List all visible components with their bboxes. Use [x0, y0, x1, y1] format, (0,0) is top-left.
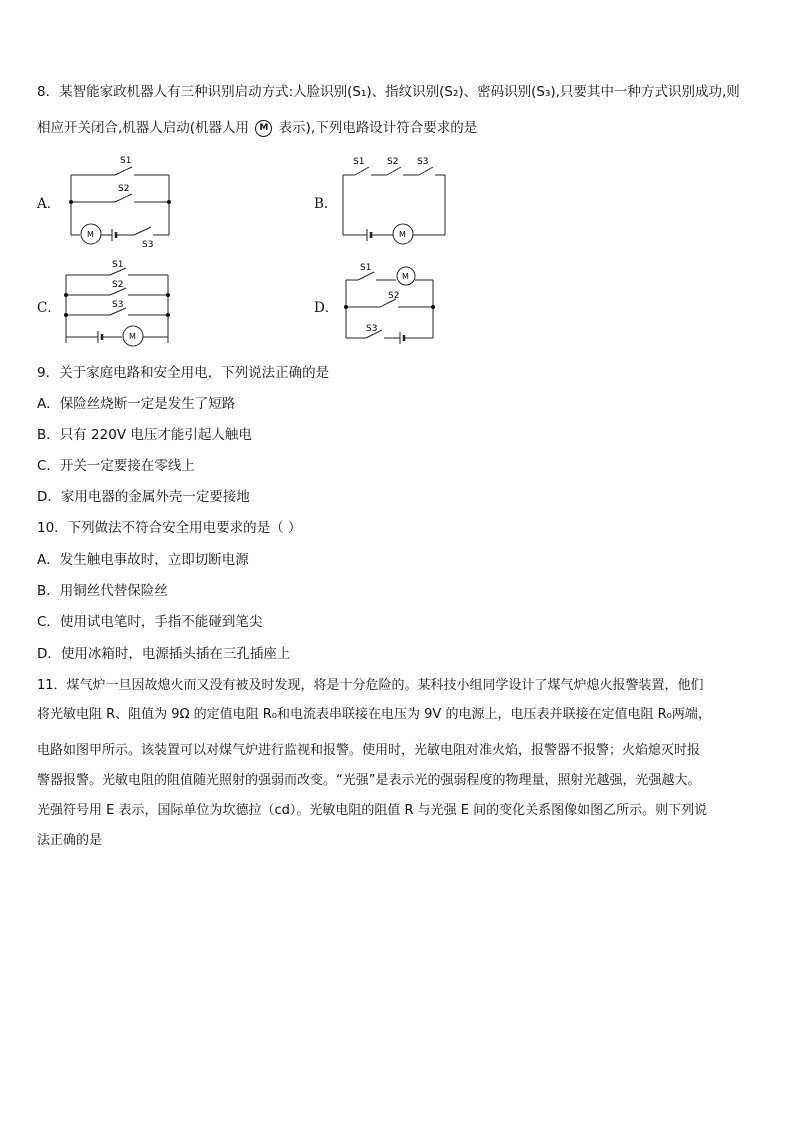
- q11-line6: 法正确的是: [37, 833, 103, 848]
- label-motor: M: [87, 230, 94, 239]
- q8-stem-line2-b: 表示),下列电路设计符合要求的是: [278, 120, 478, 136]
- label-s1: S1: [112, 260, 124, 270]
- label-s2: S2: [387, 157, 399, 167]
- q10-option-c: C．使用试电笔时，手指不能碰到笔尖: [37, 614, 263, 630]
- q10-stem: 10．下列做法不符合安全用电要求的是（ ）: [37, 520, 302, 536]
- q11-line4: 警器报警。光敏电阻的阻值随光照射的强弱而改变。“光强”是表示光的强弱程度的物理量，照射光越强，光强越大。: [37, 773, 701, 788]
- label-motor: M: [399, 230, 406, 239]
- circuit-diagram-c: [60, 255, 180, 350]
- label-s1: S1: [360, 263, 372, 273]
- motor-symbol-icon: M: [255, 120, 272, 137]
- label-s1: S1: [353, 157, 365, 167]
- q9-option-a: A．保险丝烧断一定是发生了短路: [37, 396, 236, 412]
- q10-option-a: A．发生触电事故时，立即切断电源: [37, 552, 249, 568]
- q11-line3: 电路如图甲所示。该装置可以对煤气炉进行监视和报警。使用时，光敏电阻对准火焰，报警器不报警；火焰熄灭时报: [37, 743, 701, 758]
- q8-stem-line2: [37, 119, 477, 137]
- label-motor: M: [129, 332, 136, 341]
- q8-option-c-label: C．: [37, 300, 61, 316]
- label-s3: S3: [112, 300, 124, 310]
- q9-stem: 9．关于家庭电路和安全用电，下列说法正确的是: [37, 365, 330, 381]
- label-s3: S3: [417, 157, 429, 167]
- q10-option-d: D．使用冰箱时，电源插头插在三孔插座上: [37, 646, 291, 662]
- q11-line1: 11．煤气炉一旦因故熄火而又没有被及时发现，将是十分危险的。某科技小组同学设计了煤气炉熄火报警装置，他们: [37, 678, 704, 693]
- label-s2: S2: [112, 280, 124, 290]
- q9-option-d: D．家用电器的金属外壳一定要接地: [37, 489, 250, 505]
- label-s2: S2: [118, 184, 130, 194]
- label-s3: S3: [366, 324, 378, 334]
- q11-line2: 将光敏电阻 R、阻值为 9Ω 的定值电阻 R₀和电流表串联接在电压为 9V 的电源上，电压表并联接在定值电阻 R₀两端，: [37, 707, 711, 722]
- q9-option-b: B．只有 220V 电压才能引起人触电: [37, 427, 252, 443]
- q8-stem-line1: 8．某智能家政机器人有三种识别启动方式:人脸识别(S₁)、指纹识别(S₂)、密码识别(S₃),只要其中一种方式识别成功,则: [37, 84, 740, 100]
- q10-option-b: B．用铜丝代替保险丝: [37, 583, 168, 599]
- q8-option-a-label: A．: [37, 196, 61, 212]
- q8-stem-line2-a: 相应开关闭合,机器人启动(机器人用: [37, 120, 250, 136]
- circuit-diagram-a: [60, 150, 190, 250]
- label-s3: S3: [142, 240, 154, 250]
- circuit-diagram-d: [338, 260, 448, 345]
- q8-option-d-label: D．: [314, 300, 339, 316]
- q9-option-c: C．开关一定要接在零线上: [37, 458, 195, 474]
- q11-line5: 光强符号用 E 表示，国际单位为坎德拉（cd）。光敏电阻的阻值 R 与光强 E 间的变化关系图像如图乙所示。则下列说: [37, 803, 708, 818]
- label-motor: M: [402, 272, 409, 281]
- circuit-diagram-b: [335, 150, 455, 250]
- label-s2: S2: [388, 291, 400, 301]
- q8-option-b-label: B．: [314, 196, 338, 212]
- label-s1: S1: [120, 156, 132, 166]
